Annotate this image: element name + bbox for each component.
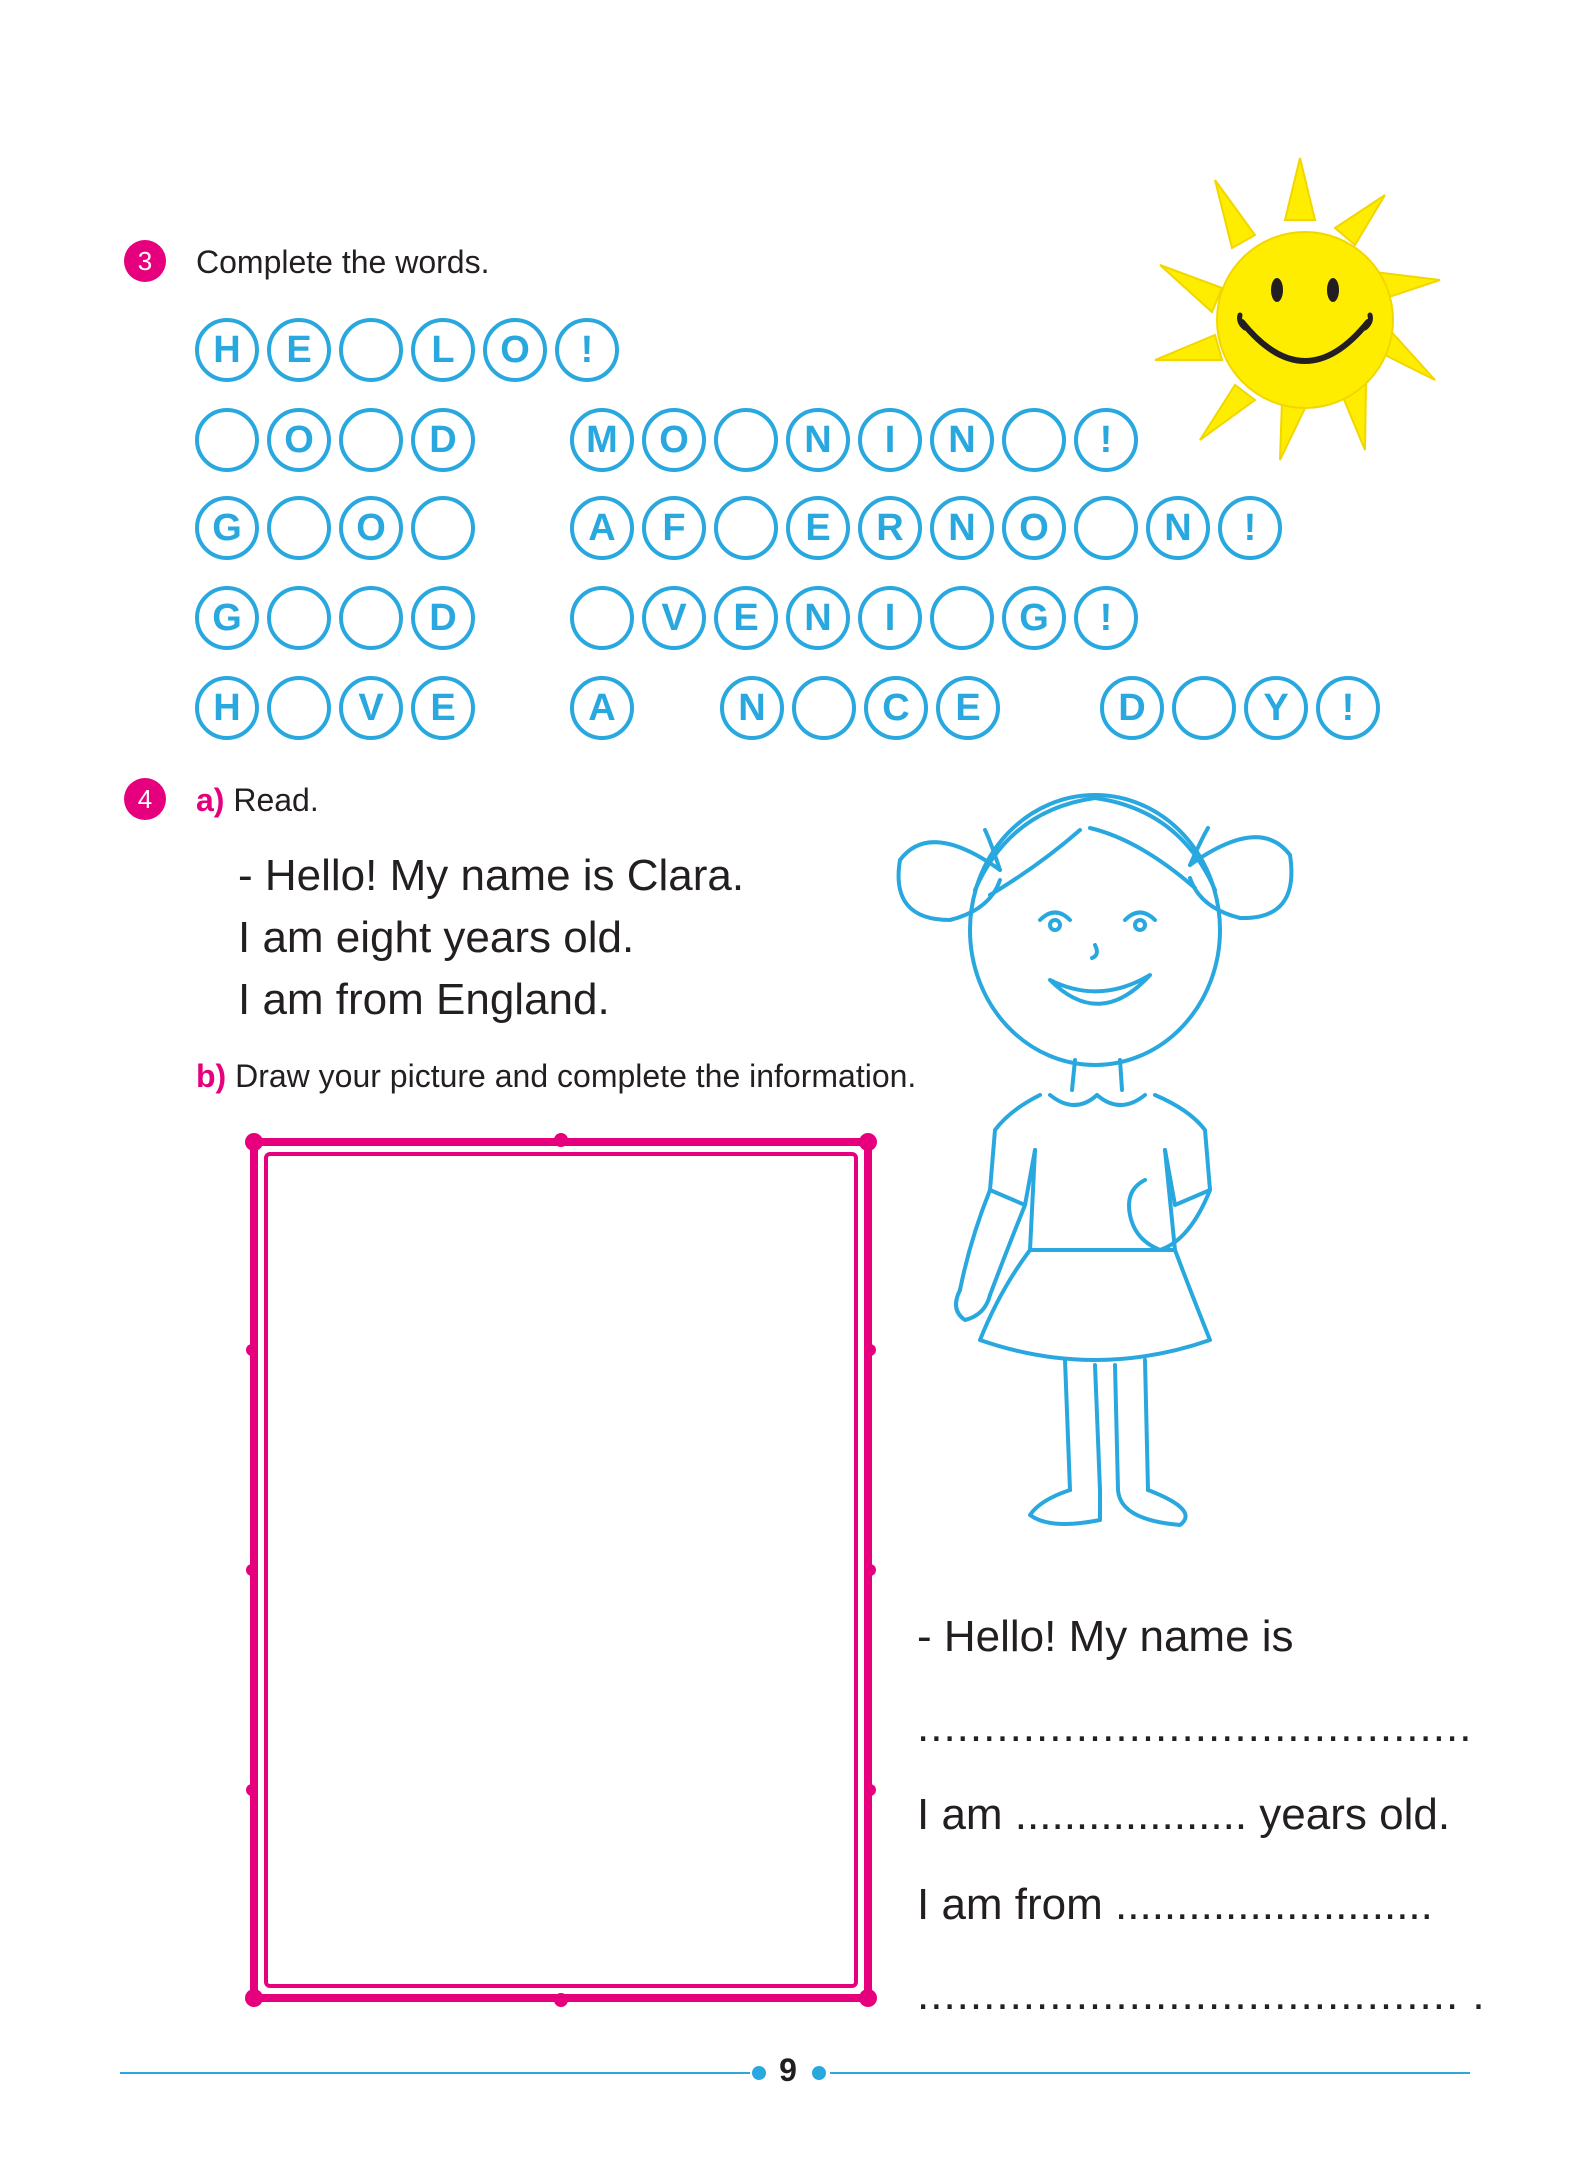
- footer-rule-left: [120, 2072, 750, 2074]
- blank-letter-circle[interactable]: [267, 586, 331, 650]
- letter-circle: V: [642, 586, 706, 650]
- blank-letter-circle[interactable]: [195, 408, 259, 472]
- footer-dot-left: [752, 2066, 766, 2080]
- letter-circle: !: [1074, 408, 1138, 472]
- exercise-4b-instruction: [196, 1058, 916, 1095]
- footer-dot-right: [812, 2066, 826, 2080]
- part-b-text: Draw your picture and complete the information.: [235, 1058, 917, 1094]
- part-a-label: a): [196, 782, 225, 818]
- info-country-line[interactable]: I am from ..........................: [917, 1880, 1433, 1929]
- letter-circle: N: [930, 496, 994, 560]
- letter-circle: E: [936, 676, 1000, 740]
- letter-circle: E: [786, 496, 850, 560]
- blank-letter-circle[interactable]: [267, 496, 331, 560]
- reading-line: I am eight years old.: [238, 913, 635, 962]
- letter-circle: E: [411, 676, 475, 740]
- blank-letter-circle[interactable]: [792, 676, 856, 740]
- blank-letter-circle[interactable]: [714, 408, 778, 472]
- letter-circle: E: [714, 586, 778, 650]
- letter-circle: D: [411, 408, 475, 472]
- exercise-3-instruction: Complete the words.: [196, 244, 490, 280]
- letter-circle: !: [1316, 676, 1380, 740]
- page-number: 9: [779, 2052, 797, 2088]
- blank-letter-circle[interactable]: [267, 676, 331, 740]
- blank-letter-circle[interactable]: [714, 496, 778, 560]
- part-b-label: b): [196, 1058, 227, 1094]
- blank-letter-circle[interactable]: [411, 496, 475, 560]
- reading-line: - Hello! My name is Clara.: [238, 851, 745, 900]
- exercise-3-number: 3: [124, 240, 166, 282]
- info-country-blank[interactable]: ......................................... .: [917, 1970, 1486, 2019]
- footer-rule-right: [830, 2072, 1470, 2074]
- letter-circle: O: [1002, 496, 1066, 560]
- letter-circle: O: [339, 496, 403, 560]
- letter-circle: R: [858, 496, 922, 560]
- letter-circle: N: [786, 586, 850, 650]
- info-age-line[interactable]: I am ................... years old.: [917, 1790, 1451, 1839]
- letter-circle: A: [570, 496, 634, 560]
- blank-letter-circle[interactable]: [339, 408, 403, 472]
- letter-circle: N: [930, 408, 994, 472]
- blank-letter-circle[interactable]: [339, 318, 403, 382]
- drawing-frame[interactable]: [242, 1130, 880, 2010]
- letter-circle: I: [858, 408, 922, 472]
- part-a-text: Read.: [233, 782, 319, 818]
- letter-circle: G: [195, 496, 259, 560]
- letter-circle: N: [786, 408, 850, 472]
- girl-illustration: [890, 770, 1410, 1580]
- letter-circle: O: [642, 408, 706, 472]
- letter-circle: H: [195, 676, 259, 740]
- letter-circle: L: [411, 318, 475, 382]
- letter-circle: O: [483, 318, 547, 382]
- letter-circle: V: [339, 676, 403, 740]
- blank-letter-circle[interactable]: [1002, 408, 1066, 472]
- letter-circle: D: [1100, 676, 1164, 740]
- reading-passage: [238, 845, 744, 1031]
- exercise-4-number: 4: [124, 778, 166, 820]
- exercise-4a-instruction: [196, 782, 319, 819]
- blank-letter-circle[interactable]: [339, 586, 403, 650]
- sun-illustration: [1150, 150, 1450, 470]
- blank-letter-circle[interactable]: [1074, 496, 1138, 560]
- letter-circle: G: [195, 586, 259, 650]
- letter-circle: D: [411, 586, 475, 650]
- letter-circle: E: [267, 318, 331, 382]
- info-name-prompt: - Hello! My name is: [917, 1612, 1294, 1661]
- letter-circle: N: [720, 676, 784, 740]
- letter-circle: N: [1146, 496, 1210, 560]
- letter-circle: !: [1074, 586, 1138, 650]
- letter-circle: O: [267, 408, 331, 472]
- letter-circle: !: [555, 318, 619, 382]
- letter-circle: H: [195, 318, 259, 382]
- blank-letter-circle[interactable]: [570, 586, 634, 650]
- blank-letter-circle[interactable]: [1172, 676, 1236, 740]
- letter-circle: M: [570, 408, 634, 472]
- blank-letter-circle[interactable]: [930, 586, 994, 650]
- letter-circle: Y: [1244, 676, 1308, 740]
- letter-circle: I: [858, 586, 922, 650]
- info-name-blank[interactable]: ..........................................: [917, 1702, 1473, 1751]
- letter-circle: C: [864, 676, 928, 740]
- letter-circle: !: [1218, 496, 1282, 560]
- letter-circle: A: [570, 676, 634, 740]
- letter-circle: G: [1002, 586, 1066, 650]
- letter-circle: F: [642, 496, 706, 560]
- reading-line: I am from England.: [238, 975, 610, 1024]
